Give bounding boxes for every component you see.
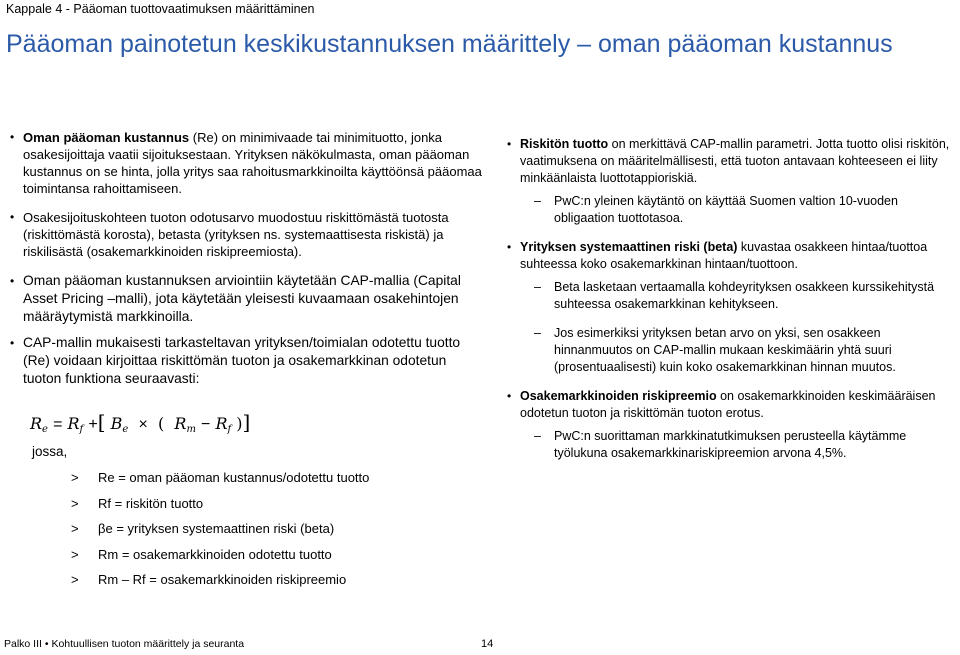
subbullet-valtion-obligaatio: – PwC:n yleinen käytäntö on käyttää Suomen valtion 10-vuoden obligaation tuottotasoa. <box>520 193 959 227</box>
capm-formula: $R_e = R_f$ +[ $B_e$ × ( $R_m - R_f$ )] <box>30 410 251 435</box>
page-title: Pääoman painotetun keskikustannuksen määrittely – oman pääoman kustannus <box>6 30 893 58</box>
jossa-label: jossa, <box>32 444 68 459</box>
bullet-systemaattinen-riski: • Yrityksen systemaattinen riski (beta) kuvastaa osakkeen hintaa/tuottoa suhteessa koko osakemarkkinan hintaan/tuottoon. – Beta lasketaan vertaamalla kohdeyrityksen osakkeen kurssikehitystä suhteessa osakemarkkinan kehitykseen. – Jos esimerkiksi yrityksen betan arvo on yksi, sen osakkeen hinnanmuutos on CAP-mallin mukaan keskimäärin yhtä suuri (prosentuaalisesti) kuin koko osakemarkkinan hinnan muutos. <box>507 239 959 376</box>
left-column <box>10 129 484 396</box>
subbullet-beta-esimerkki: – Jos esimerkiksi yrityksen betan arvo on yksi, sen osakkeen hinnanmuutos on CAP-mallin mukaan keskimäärin yhtä suuri (prosentuaalisesti) kuin koko osakemarkkinan hinnan muutos. <box>520 325 959 376</box>
bullet-cap-malli: • Oman pääoman kustannuksen arviointiin käytetään CAP-mallia (Capital Asset Pricing –malli), jota käytetään yleisesti kuvaamaan osakehintojen määräytymistä markkinoilla. <box>10 272 484 326</box>
definition-item: > Rf = riskitön tuotto <box>71 495 204 511</box>
bullet-riskipreemio: • Osakemarkkinoiden riskipreemio on osakemarkkinoiden keskimääräisen odotetun tuoton ja riskittömän tuoton erotus. – PwC:n suorittaman markkinatutkimuksen perusteella käytämme työlukuna osakemarkkinariskipreemion arvona 4,5%. <box>507 388 959 462</box>
bullet-riskiton-tuotto: • Riskitön tuotto on merkittävä CAP-mallin parametri. Jotta tuotto olisi riskitön, vaatimuksena on määritelmällisesti, että tuoton antavaan kohteeseen ei liity minkäänlaista luottotappioriskiä. – PwC:n yleinen käytäntö on käyttää Suomen valtion 10-vuoden obligaation tuottotasoa. <box>507 136 959 227</box>
right-column <box>507 136 959 474</box>
definition-item: > Rm – Rf = osakemarkkinoiden riskipreemio <box>71 572 347 587</box>
definition-item: > βe = yrityksen systemaattinen riski (beta) <box>71 521 335 536</box>
definition-item: > Re = oman pääoman kustannus/odotettu tuotto <box>71 470 370 485</box>
subbullet-beta-laskenta: – Beta lasketaan vertaamalla kohdeyrityksen osakkeen kurssikehitystä suhteessa osakemarkkinan kehitykseen. <box>520 279 959 313</box>
definition-list <box>71 470 369 598</box>
footer-text: Palko III • Kohtuullisen tuoton määrittely ja seuranta <box>4 638 245 650</box>
bullet-oman-paaoman-kustannus: • Oman pääoman kustannus (Re) on minimivaade tai minimituotto, jonka osakesijoittaja vaatii sijoituksestaan. Yrityksen näkökulmasta, oman pääoman kustannus on se hinta, jolla yritys saa rahoitusmarkkinoilta käyttöönsä pääomaa toimintansa rahoittamiseen. <box>10 129 484 197</box>
bullet-tuoton-odotusarvo: • Osakesijoituskohteen tuoton odotusarvo muodostuu riskittömästä tuotosta (riskittömästä korosta), betasta (yrityksen ns. systemaattisesta riskistä) ja riskilisästä (osakemarkkinoiden riskipreemiosta). <box>10 209 484 260</box>
chapter-header: Kappale 4 - Pääoman tuottovaatimuksen määrittäminen <box>6 2 315 16</box>
subbullet-markkinatutkimus: – PwC:n suorittaman markkinatutkimuksen perusteella käytämme työlukuna osakemarkkinariskipreemion arvona 4,5%. <box>520 428 959 462</box>
definition-item: > Rm = osakemarkkinoiden odotettu tuotto <box>71 546 332 562</box>
page-number: 14 <box>481 638 494 650</box>
bullet-cap-kaava-johdanto: • CAP-mallin mukaisesti tarkasteltavan yrityksen/toimialan odotettu tuotto (Re) voidaan kirjoittaa riskittömän tuoton ja osakemarkkinan odotetun tuoton funktiona seuraavasti: <box>10 334 484 388</box>
